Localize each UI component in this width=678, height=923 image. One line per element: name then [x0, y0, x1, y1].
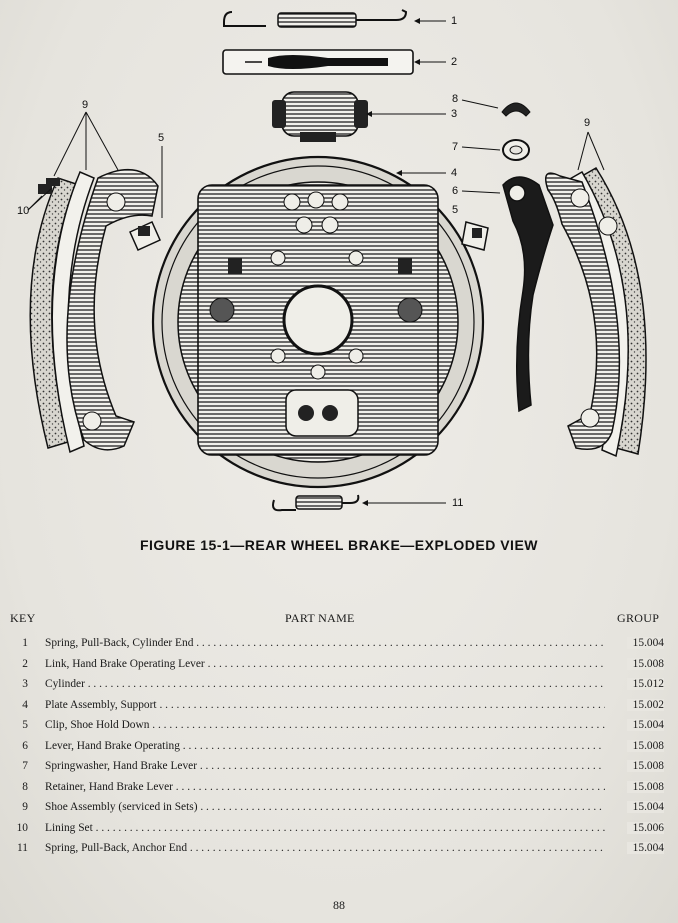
table-row — [0, 637, 678, 657]
callout-9-right: 9 — [584, 117, 591, 129]
callout-4: 4 — [451, 167, 458, 179]
row-group: 15.002 — [627, 699, 664, 711]
shoe-assembly-left — [28, 112, 158, 452]
row-group: 15.008 — [627, 760, 664, 772]
springwasher-part — [462, 140, 529, 160]
callout-6: 6 — [452, 185, 459, 197]
table-row — [0, 658, 678, 678]
row-group: 15.004 — [627, 637, 664, 649]
row-group: 15.004 — [627, 719, 664, 731]
row-key: 3 — [22, 678, 28, 690]
row-group: 15.012 — [627, 678, 664, 690]
retainer-part — [462, 100, 530, 116]
clip-hold-down-right — [462, 222, 488, 250]
row-part-name: Cylinder . . . — [45, 678, 605, 690]
row-group: 15.006 — [627, 822, 664, 834]
shoe-assembly-right — [546, 132, 646, 456]
callout-7: 7 — [452, 141, 459, 153]
header-key: KEY — [10, 611, 36, 625]
callout-9-left: 9 — [82, 99, 89, 111]
row-key: 11 — [17, 842, 28, 854]
table-row — [0, 822, 678, 842]
callout-5-left: 5 — [158, 132, 165, 144]
row-key: 9 — [22, 801, 28, 813]
table-row — [0, 740, 678, 760]
callout-5-right: 5 — [452, 204, 459, 216]
callout-8: 8 — [452, 93, 459, 105]
row-group: 15.004 — [627, 801, 664, 813]
spring-cylinder-end-part — [224, 10, 446, 27]
support-plate-part — [153, 157, 483, 487]
row-part-name: Spring, Pull-Back, Anchor End . . . — [45, 842, 605, 854]
row-key: 7 — [22, 760, 28, 772]
callout-3: 3 — [451, 108, 458, 120]
page-number: 88 — [333, 898, 345, 912]
row-part-name: Spring, Pull-Back, Cylinder End . . . — [45, 637, 605, 649]
callout-2: 2 — [451, 56, 458, 68]
row-key: 2 — [22, 657, 28, 670]
row-part-name: Springwasher, Hand Brake Lever . . . — [45, 760, 605, 772]
row-part-name: Link, Hand Brake Operating Lever . . . — [45, 658, 605, 670]
row-part-name: Plate Assembly, Support . . . — [45, 699, 605, 711]
table-row — [0, 801, 678, 821]
row-part-name: Lever, Hand Brake Operating . . . — [45, 740, 605, 752]
link-hand-brake-part — [223, 50, 446, 74]
table-row — [0, 699, 678, 719]
row-part-name: Lining Set . . . — [45, 822, 605, 834]
row-key: 8 — [22, 780, 28, 793]
wheel-cylinder-part — [272, 92, 446, 142]
row-group: 15.008 — [627, 740, 664, 752]
table-row — [0, 678, 678, 698]
callout-11: 11 — [452, 497, 464, 509]
row-group: 15.004 — [627, 842, 664, 854]
row-key: 10 — [16, 821, 28, 834]
row-part-name: Clip, Shoe Hold Down . . . — [45, 719, 605, 731]
callout-10: 10 — [17, 205, 30, 217]
spring-anchor-end-part — [273, 495, 446, 510]
header-part-name: PART NAME — [285, 611, 355, 625]
row-key: 5 — [22, 719, 28, 731]
table-row — [0, 781, 678, 801]
row-group: 15.008 — [627, 781, 664, 793]
row-part-name: Shoe Assembly (serviced in Sets) . . . — [45, 801, 605, 813]
table-row — [0, 842, 678, 862]
row-key: 4 — [22, 698, 28, 711]
row-key: 6 — [22, 739, 28, 752]
figure-title: FIGURE 15-1—REAR WHEEL BRAKE—EXPLODED VIEW — [139, 537, 538, 553]
row-part-name: Retainer, Hand Brake Lever . . . — [45, 781, 605, 793]
row-group: 15.008 — [627, 658, 664, 670]
table-row — [0, 719, 678, 739]
header-group: GROUP — [617, 611, 660, 625]
row-key: 1 — [22, 637, 28, 649]
table-row — [0, 760, 678, 780]
callout-1: 1 — [451, 15, 458, 27]
